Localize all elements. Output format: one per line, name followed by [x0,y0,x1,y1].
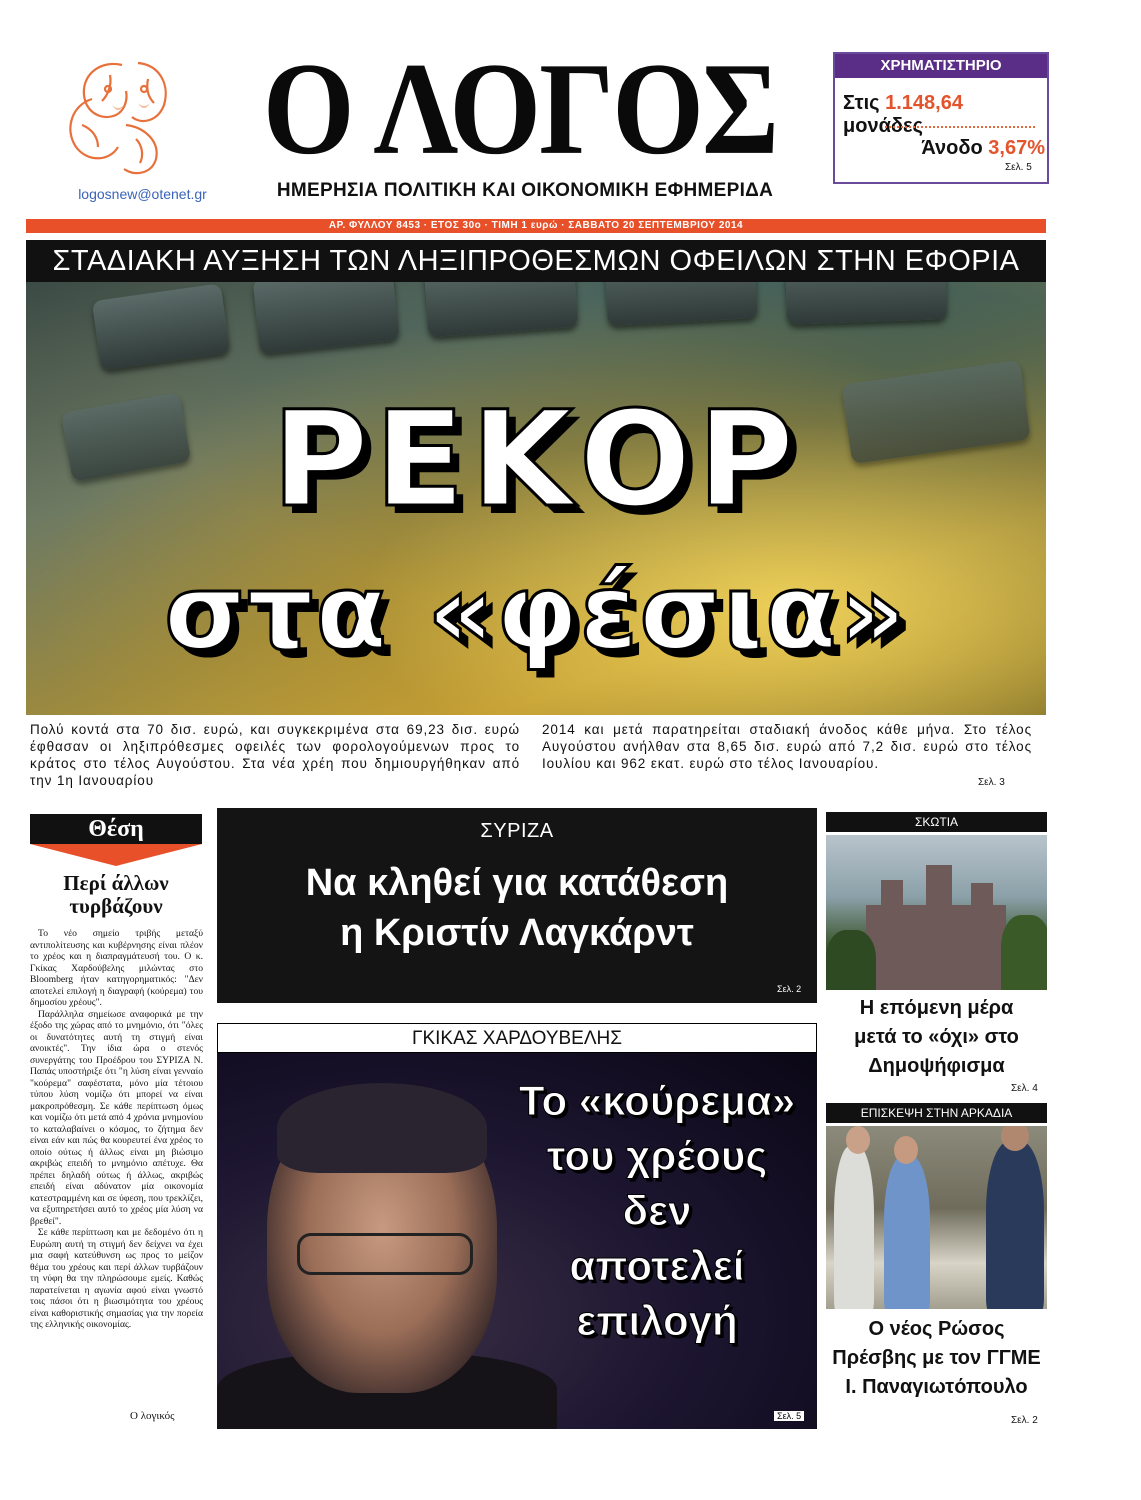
stock-change-prefix: Άνοδο [921,137,989,159]
logo-illustration [52,55,192,180]
stock-index-value: 1.148,64 [885,92,963,114]
contact-email[interactable]: logosnew@otenet.gr [78,186,207,202]
stock-index-suffix: μονάδες [843,115,923,137]
tree [1001,915,1047,990]
stock-index-prefix: Στις [843,92,886,114]
issue-info-bar: ΑΡ. ΦΥΛΛΟΥ 8453 · ΕΤΟΣ 30ο · ΤΙΜΗ 1 ευρώ · ΣΑΒΒΑΤΟ 20 ΣΕΠΤΕΜΒΡΙΟΥ 2014 [26,219,1046,233]
stock-market-box[interactable] [833,52,1049,184]
gikas-headline-line: επιλογή [576,1297,738,1344]
editorial-title[interactable]: Περί άλλων τυρβάζουν [63,871,169,918]
arcadia-headline-line: Ο νέος Ρώσος [868,1318,1005,1340]
gikas-kicker: ΓΚΙΚΑΣ ΧΑΡΔΟΥΒΕΛΗΣ [217,1023,817,1053]
castle-tower [971,883,993,923]
portrait-glasses [297,1233,473,1275]
gikas-headline-line: αποτελεί [569,1242,745,1289]
main-headline-line1: ΡΕΚΟΡ [271,383,801,537]
lead-column-2: 2014 και μετά παρατηρείται σταδιακή άνοδος κάθε μήνα. Στο τέλος Αυγούστου ανήλθαν στα 8,65 δισ. ευρώ από 7,2 δισ. ευρώ στο τέλος Ιουλίου και 962 εκατ. ευρώ στο τέλος Ιανουαρίου. [542,722,1032,771]
arcadia-page-ref[interactable]: Σελ. 2 [1011,1415,1038,1426]
stock-market-label: ΧΡΗΜΑΤΙΣΤΗΡΙΟ [835,54,1047,78]
syriza-page-ref[interactable]: Σελ. 2 [777,984,802,994]
editorial-body [30,928,203,1331]
stock-change-value: 3,67% [988,137,1045,159]
main-story-hero-image[interactable] [26,282,1046,715]
scotland-page-ref[interactable]: Σελ. 4 [1011,1083,1038,1094]
syriza-kicker: ΣΥΡΙΖΑ [480,820,554,842]
newspaper-subtitle: ΗΜΕΡΗΣΙΑ ΠΟΛΙΤΙΚΗ ΚΑΙ ΟΙΚΟΝΟΜΙΚΗ ΕΦΗΜΕΡΙΔΑ [276,180,774,201]
editorial-label: Θέση [30,814,202,844]
stock-index-line [843,92,1043,138]
portrait-hair [277,1083,487,1173]
castle-tower [926,865,952,920]
tree [826,930,876,990]
castle-tower [881,880,903,920]
stock-change-line [875,137,1045,160]
editorial-paragraph: Σε κάθε περίπτωση και με δεδομένο ότι η Ευρώπη αυτή τη στιγμή δεν δείχνει να έχει μια σαφή κατεύθυνση ως προς το μείζον θέμα του χρέους και περί άλλων τυρβάζουν τη νύφη θα την πληρώσουμε εμείς. Καθώς παρατείνεται η αγωνία αφού είναι γνωστό τοις πάσοι ότι η βιωσιμότητα του χρέους είναι καθοριστικής σημασίας για την πορεία της ελληνικής οικονομίας. [30,1227,203,1330]
gikas-headline-line: του χρέους [546,1132,768,1179]
calculator-key [785,282,947,325]
arcadia-headline-line: Ι. Παναγιωτόπουλο [845,1376,1028,1398]
calculator-key [424,282,579,337]
scotland-label: ΣΚΩΤΙΑ [826,812,1047,832]
lead-column-1: Πολύ κοντά στα 70 δισ. ευρώ, και συγκεκριμένα στα 69,23 δισ. ευρώ έφθασαν οι ληξιπρόθεσμες οφειλές των φορολογούμενων προς το κράτος στο τέλος Αυγούστου. Στα νέα χρέη που δημιουργήθηκαν από την 1η Ιανουαρίου [30,722,520,788]
syriza-headline-line: η Κριστίν Λαγκάρντ [340,912,694,954]
arcadia-visit-photo[interactable] [826,1126,1047,1309]
syriza-headline-line: Να κληθεί για κατάθεση [305,862,729,904]
calculator-key [604,282,757,326]
arcadia-label: ΕΠΙΣΚΕΨΗ ΣΤΗΝ ΑΡΚΑΔΙΑ [826,1103,1047,1123]
gikas-headline-line: δεν [622,1187,692,1234]
person [834,1146,874,1309]
gikas-page-ref[interactable]: Σελ. 5 [774,1411,804,1421]
arcadia-headline-line: Πρέσβης με τον ΓΓΜΕ [832,1347,1041,1369]
stock-divider [885,126,1035,128]
scotland-headline-line: Δημοψήφισμα [868,1055,1005,1077]
gikas-story-photo[interactable] [217,1053,817,1429]
gikas-headline [517,1073,797,1348]
stock-page-ref[interactable]: Σελ. 5 [1005,162,1032,173]
editorial-signature: Ο λογικός [130,1410,175,1422]
head [894,1136,918,1164]
arcadia-headline[interactable] [826,1315,1047,1402]
newspaper-title: Ο ΛΟΓΟΣ [262,35,778,182]
scotland-castle-photo[interactable] [826,835,1047,990]
person [884,1156,930,1309]
editorial-paragraph: Το νέο σημείο τριβής μεταξύ αντιπολίτευσης και κυβέρνησης είναι πλέον το χρέος και η διαπραγμάτευσή του. Ο κ. Γκίκας Χαρδούβελης μιλώντας στο Bloomberg ήταν κατηγορηματικός: "Δεν αποτελεί επιλογή η διαγραφή (κούρεμα) του δημοσίου χρέους". [30,928,203,1008]
main-story-kicker: ΣΤΑΔΙΑΚΗ ΑΥΞΗΣΗ ΤΩΝ ΛΗΞΙΠΡΟΘΕΣΜΩΝ ΟΦΕΙΛΩΝ ΣΤΗΝ ΕΦΟΡΙΑ [26,240,1046,282]
calculator-key [92,283,230,370]
person [986,1141,1044,1309]
scotland-headline-line: μετά το «όχι» στο [854,1026,1019,1048]
gikas-headline-line: Το «κούρεμα» [518,1077,796,1124]
editorial-arrow [30,844,202,866]
head [846,1126,870,1154]
scotland-headline-line: Η επόμενη μέρα [859,997,1014,1019]
scotland-headline[interactable] [826,994,1047,1081]
main-story-page-ref[interactable]: Σελ. 3 [978,777,1005,788]
main-headline-line2: στα «φέσια» [164,551,908,673]
editorial-paragraph: Παράλληλα σημείωσε αναφορικά με την έξοδο της χώρας από το μνημόνιο, ότι "όλες οι δυνατότητες αυτή τη στιγμή είναι ανοικτές". Την ίδια ώρα ο στενός συνεργάτης του Προέδρου του ΣΥΡΙΖΑ Ν. Παπάς υποστήριξε ότι "η λύση είναι γενναίο "κούρεμα" σαφέστατα, μόνο μία τέτοιου τύπου λύση νομίζω ότι μπορεί να είναι μακροπρόθεσμη. Σε κάθε περίπτωση όμως και νομίζω ότι μετά από 4 χρόνια μνημονίου το καταλαβαίνει ο κόσμος, το ζήτημα δεν είναι εάν και πώς θα κουρευτεί ένα χρέος το οποίο ούτως ή άλλως είναι μη βιώσιμο ακριβώς επειδή το μνημόνιο απέτυχε. Θα πρέπει δηλαδή ούτως ή άλλως, ακριβώς επειδή είναι αδύνατον μία οικονομία κατεστραμμένη και σε ύφεση, που τρεκλίζει, να εξυπηρετήσει αυτό το χρέος μία λύση να βρεθεί". [30,1008,203,1227]
syriza-headline [217,858,817,958]
syriza-story[interactable] [217,808,817,1003]
calculator-key [252,282,399,354]
